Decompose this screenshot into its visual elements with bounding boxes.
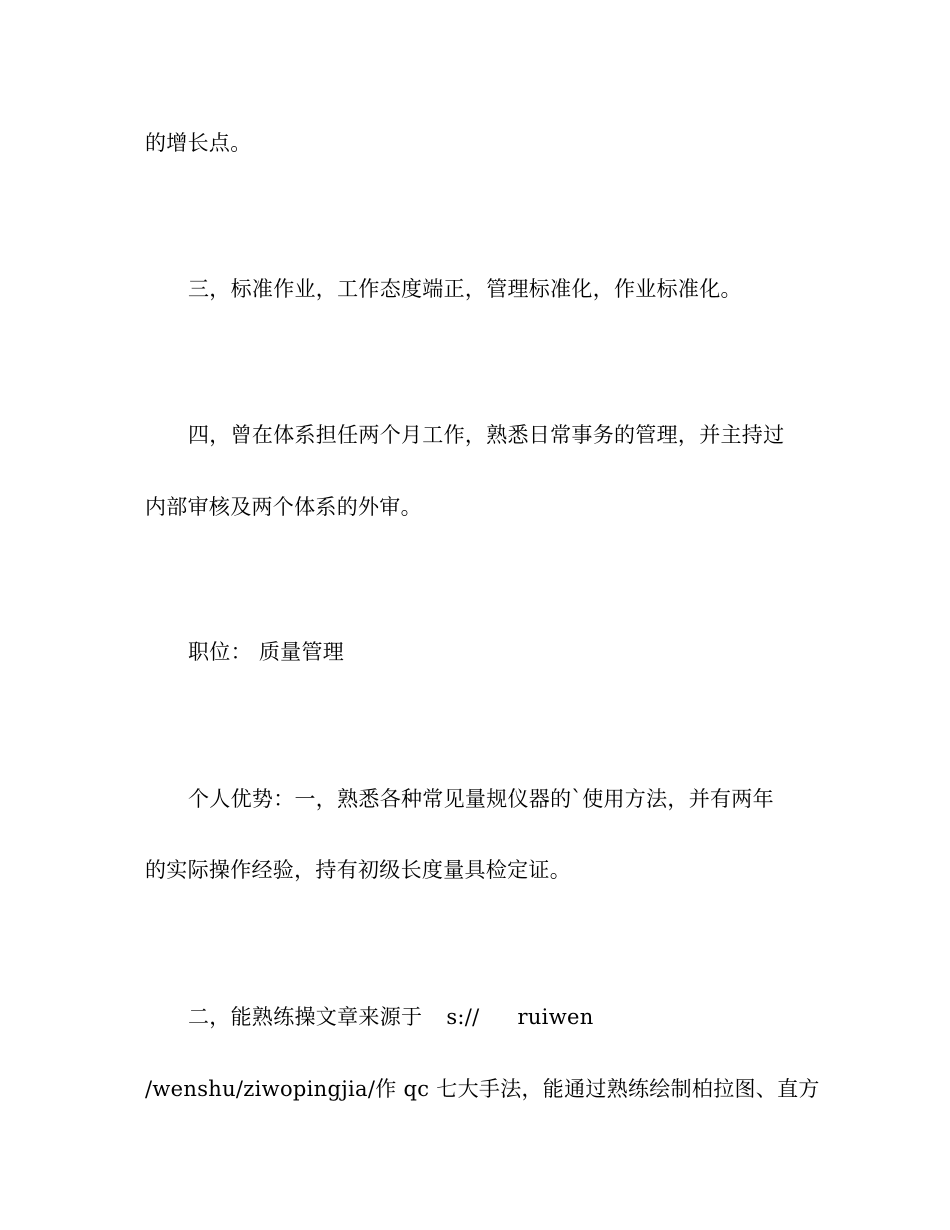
paragraph-three: 三，标准作业，工作态度端正，管理标准化，作业标准化。: [188, 277, 742, 301]
advantage-line-1: 个人优势：一，熟悉各种常见量规仪器的`使用方法，并有两年: [188, 787, 774, 811]
advantage-line-2: 的实际操作经验，持有初级长度量具检定证。: [145, 858, 571, 882]
position-line: 职位： 质量管理: [188, 640, 345, 664]
paragraph-four-line-1: 四，曾在体系担任两个月工作，熟悉日常事务的管理，并主持过: [188, 423, 785, 447]
source-scheme: s://: [446, 1005, 480, 1029]
source-domain: ruiwen: [517, 1005, 594, 1029]
source-prefix: 二，能熟练操文章来源于: [188, 1005, 423, 1029]
text-line-1: 的增长点。: [145, 131, 252, 155]
source-line: [188, 1003, 594, 1031]
paragraph-four-line-2: 内部审核及两个体系的外审。: [145, 495, 422, 519]
url-path-line: /wenshu/ziwopingjia/作 qc 七大手法，能通过熟练绘制柏拉图、直方: [145, 1077, 820, 1101]
